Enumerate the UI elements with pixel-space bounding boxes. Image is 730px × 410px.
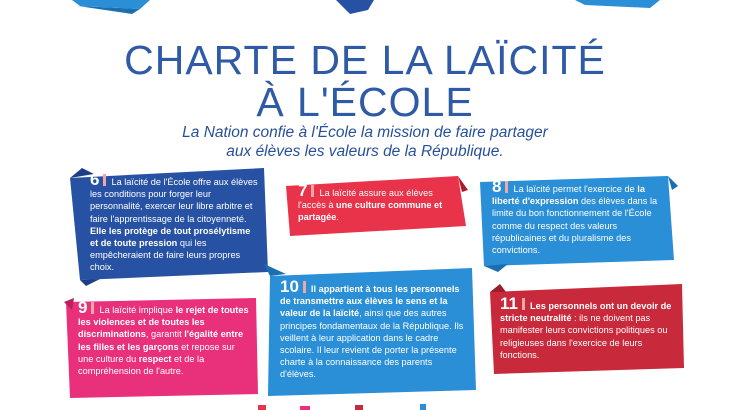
card-10-text-bold: Il appartient à tous les personnels de transmettre aux élèves le sens et la valeur de la laïcité — [280, 284, 460, 319]
card-9-text-d: et de la compréhension de l'autre. — [78, 353, 205, 377]
card-8-text-a: La laïcité permet l'exercice de — [513, 184, 638, 194]
separator-bar — [91, 302, 94, 314]
card-7-text-b: . — [336, 212, 339, 223]
card-article-6 — [64, 168, 272, 286]
title-line-2: À L'ÉCOLE — [256, 79, 474, 125]
card-11-text-a: : ils ne doivent pas manifester leurs convictions politiques ou religieuses dans l'exercice de leurs fonctions. — [500, 313, 668, 360]
card-9-text-a: La laïcité implique — [99, 305, 176, 315]
separator-bar — [103, 174, 106, 186]
card-article-8 — [478, 176, 678, 272]
card-10-text-a: , ainsi que des autres principes fondamentaux de la République. Ils veillent à leur application dans le cadre scolaire. Il leur revient de porter la présente charte à la connaissance des parents d'élèves. — [280, 308, 464, 380]
article-number-11: 11 — [500, 294, 518, 313]
article-number-9: 9 — [78, 298, 88, 317]
separator-bar — [311, 185, 314, 197]
card-9-text-bold-2: l'égalité entre les filles et les garçons — [78, 329, 244, 352]
card-article-7 — [282, 176, 468, 240]
separator-bar — [505, 181, 508, 193]
article-number-8: 8 — [492, 177, 502, 196]
card-6-text-bold: Elle les protège de tout prosélytisme et de toute pression — [90, 225, 251, 249]
card-article-11 — [486, 284, 686, 374]
subtitle-line-1: La Nation confie à l'École la mission de faire partager — [182, 124, 548, 141]
card-8-text-bold: la liberté d'expression — [492, 184, 645, 207]
subtitle-line-2: aux élèves les valeurs de la République. — [226, 143, 504, 160]
card-11-text-bold: Les personnels ont un devoir de stricte neutralité — [500, 301, 672, 324]
card-article-9 — [64, 298, 260, 398]
top-decoration — [0, 0, 730, 20]
card-9-text-bold-1: le rejet de toutes les violences et de toutes les discriminations — [78, 305, 249, 340]
card-7-text-a: La laïcité assure aux élèves l'accès à — [298, 188, 433, 211]
card-article-10 — [264, 264, 478, 400]
card-9-text-bold-3: respect — [138, 353, 172, 364]
card-9-text-b: , garantit — [145, 329, 185, 340]
article-number-10: 10 — [280, 277, 299, 296]
article-number-6: 6 — [90, 170, 100, 189]
title-line-1: CHARTE DE LA LAÏCITÉ — [124, 37, 606, 83]
separator-bar — [522, 298, 525, 310]
card-7-text-bold: une culture commune et partagée — [298, 200, 443, 223]
card-9-text-c: et repose sur une culture du — [78, 341, 235, 364]
bottom-decoration — [0, 398, 730, 410]
card-6-text-a: La laïcité de l'École offre aux élèves les conditions pour forger leur personnalité, exercer leur libre arbitre et faire l'apprentissage de la citoyenneté. — [90, 177, 258, 224]
card-6-text-b: qui les empêcheraient de faire leurs propres choix. — [90, 238, 241, 273]
separator-bar — [303, 281, 306, 293]
article-number-7: 7 — [298, 181, 308, 200]
card-8-text-b: des élèves dans la limite du bon fonctionnement de l'École comme du respect des valeurs républicaines et du pluralisme des convictions. — [492, 196, 658, 256]
